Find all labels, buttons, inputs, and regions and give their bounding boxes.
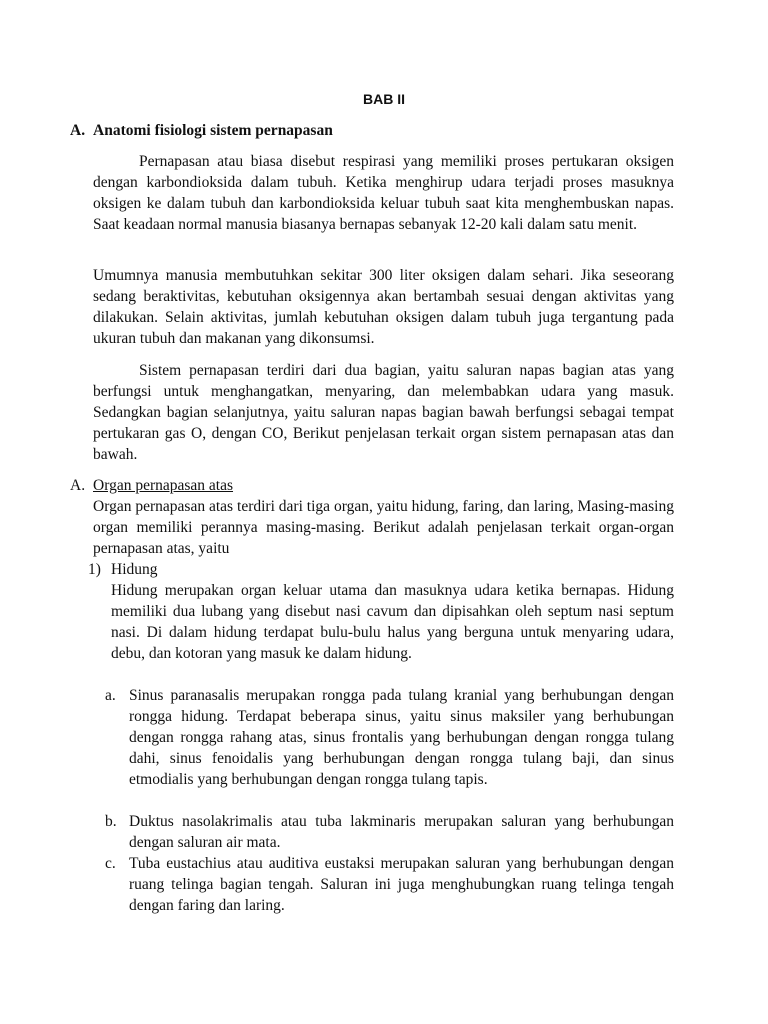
list-item-hidung [88,559,158,580]
heading-label: A. [70,122,86,139]
section-heading [70,120,333,141]
hidung-description: Hidung merupakan organ keluar utama dan masuknya udara ketika bernapas. Hidung memiliki dua lubang yang disebut nasi cavum dan dipisahkan oleh septum nasi septum nasi. Di dalam hidung terdapat bulu-bulu halus yang berguna untuk menyaring udara, debu, dan kotoran yang masuk ke dalam hidung. [111,582,674,662]
paragraph-3: Sistem pernapasan terdiri dari dua bagian, yaitu saluran napas bagian atas yang berfungsi untuk menghangatkan, menyaring, dan melembabkan udara yang masuk. Sedangkan bagian selanjutnya, yaitu saluran napas bagian bawah berfungsi sebagai tempat pertukaran gas O, dengan CO, Berikut penjelasan terkait organ sistem pernapasan atas dan bawah. [93,362,674,463]
paragraph-2: Umumnya manusia membutuhkan sekitar 300 liter oksigen dalam sehari. Jika seseorang sedang beraktivitas, kebutuhan oksigennya akan bertambah sesuai dengan aktivitas yang dilakukan. Selain aktivitas, jumlah kebutuhan oksigen dalam tubuh juga tergantung pada ukuran tubuh dan makanan yang dikonsumsi. [93,267,674,347]
subitem-c-text: Tuba eustachius atau auditiva eustaksi merupakan saluran yang berhubungan dengan ruang telinga bagian tengah. Saluran ini juga menghubungkan ruang telinga tengah dengan faring dan laring. [129,855,674,914]
chapter-title: BAB II [363,91,405,107]
subsection-heading [70,475,233,496]
list-item-title: Hidung [111,561,158,578]
heading-text: Anatomi fisiologi sistem pernapasan [93,122,333,139]
subsection-intro: Organ pernapasan atas terdiri dari tiga organ, yaitu hidung, faring, dan laring, Masing-masing organ memiliki perannya masing-masing. Berikut adalah penjelasan terkait organ-organ pernapasan atas, yaitu [93,498,674,557]
subsection-title: Organ pernapasan atas [93,477,234,494]
list-item-number: 1) [88,561,101,578]
subitem-a-label: a. [105,687,116,704]
subitem-b-text: Duktus nasolakrimalis atau tuba lakminaris merupakan saluran yang berhubungan dengan saluran air mata. [129,813,674,851]
subitem-b-label: b. [105,813,117,830]
subitem-c-label: c. [105,855,116,872]
paragraph-1: Pernapasan atau biasa disebut respirasi yang memiliki proses pertukaran oksigen dengan karbondioksida dalam tubuh. Ketika menghirup udara terjadi proses masuknya oksigen ke dalam tubuh dan karbondioksida keluar tubuh saat kita menghembuskan napas. Saat keadaan normal manusia biasanya bernapas sebanyak 12-20 kali dalam satu menit. [93,153,674,233]
subsection-label: A. [70,477,86,494]
subitem-a-text: Sinus paranasalis merupakan rongga pada tulang kranial yang berhubungan dengan rongga hidung. Terdapat beberapa sinus, yaitu sinus maksiler yang berhubungan dengan rongga rahang atas, sinus frontalis yang berhubungan dengan rongga tulang dahi, sinus fenoidalis yang berhubungan dengan rongga tulang baji, dan sinus etmodialis yang berhubungan dengan rongga tulang tapis. [129,687,674,788]
